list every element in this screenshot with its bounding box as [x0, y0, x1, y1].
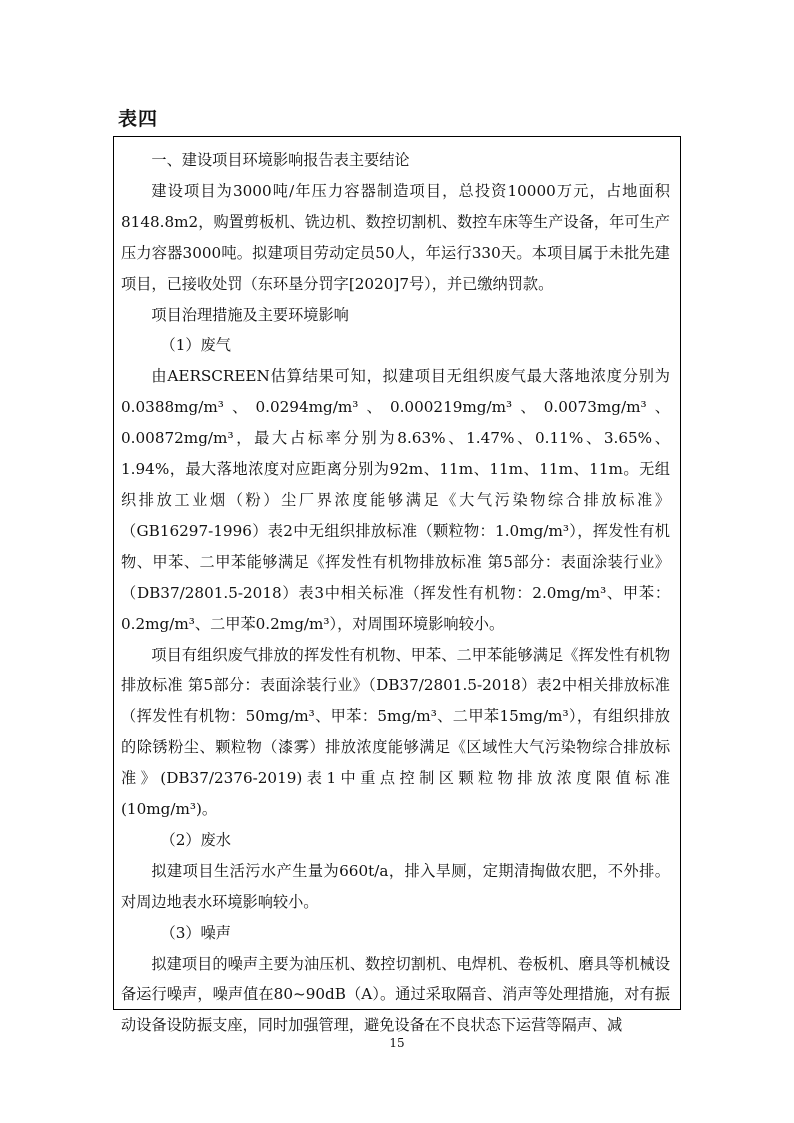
wastewater-heading: （2）废水	[160, 830, 231, 849]
section-title: 表四	[118, 108, 159, 130]
waste-gas-heading: （1）废气	[160, 336, 231, 355]
conclusion-table-cell	[113, 136, 681, 1035]
paragraph-fugitive-emissions: 由AERSCREEN估算结果可知，拟建项目无组织废气最大落地浓度分别为0.0388mg/m³、0.0294mg/m³、0.000219mg/m³、0.0073mg/m³、0.00872mg/m³，最大占标率分别为8.63%、1.47%、0.11%、3.65%、1.94%，最大落地浓度对应距离分别为92m、11m、11m、11m、11m。无组织排放工业烟（粉）尘厂界浓度能够满足《大气污染物综合排放标准》（GB16297-1996）表2中无组织排放标准（颗粒物：1.0mg/m³），挥发性有机物、甲苯、二甲苯能够满足《挥发性有机物排放标准 第5部分：表面涂装行业》（DB37/2801.5-2018）表3中相关标准（挥发性有机物：2.0mg/m³、甲苯：0.2mg/m³、二甲苯0.2mg/m³），对周围环境影响较小。	[121, 367, 670, 633]
paragraph-overview: 建设项目为3000吨/年压力容器制造项目，总投资10000万元，占地面积8148.8m2，购置剪板机、铣边机、数控切割机、数控车床等生产设备，年可生产压力容器3000吨。拟建项目劳动定员50人，年运行330天。本项目属于未批先建项目，已接收处罚（东环垦分罚字[2020]7号），并已缴纳罚款。	[121, 181, 670, 293]
measures-heading: 项目治理措施及主要环境影响	[151, 305, 349, 324]
paragraph-organized-emissions: 项目有组织废气排放的挥发性有机物、甲苯、二甲苯能够满足《挥发性有机物排放标准 第5部分：表面涂装行业》（DB37/2801.5-2018）表2中相关排放标准（挥发性有机物：50mg/m³、甲苯：5mg/m³、二甲苯15mg/m³），有组织排放的除锈粉尘、颗粒物（漆雾）排放浓度能够满足《区域性大气污染物综合排放标准》(DB37/2376-2019)表1中重点控制区颗粒物排放浓度限值标准(10mg/m³)。	[121, 645, 670, 819]
noise-heading: （3）噪声	[160, 923, 231, 942]
conclusion-heading: 一、建设项目环境影响报告表主要结论	[151, 151, 410, 169]
paragraph-wastewater: 拟建项目生活污水产生量为660t/a，排入旱厕，定期清掏做农肥，不外排。对周边地表水环境影响较小。	[121, 861, 670, 911]
page-number: 15	[389, 1036, 405, 1050]
conclusion-content	[114, 137, 680, 1041]
paragraph-noise: 拟建项目的噪声主要为油压机、数控切割机、电焊机、卷板机、磨具等机械设备运行噪声，噪声值在80~90dB（A）。通过采取隔音、消声等处理措施，对有振动设备设防振支座，同时加强管理，避免设备在不良状态下运营等隔声、减	[121, 954, 670, 1035]
